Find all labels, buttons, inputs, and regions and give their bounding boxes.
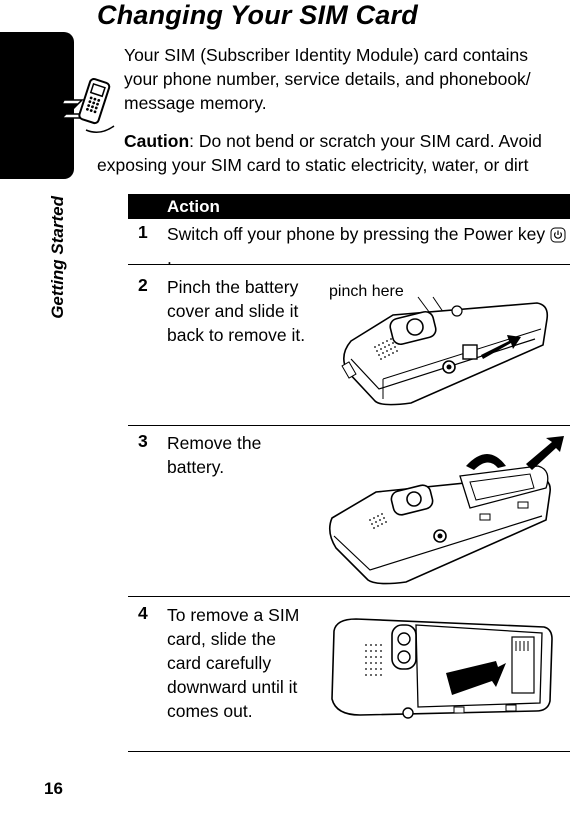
caution-text: : Do not bend or scratch your SIM card. Avoid exposing your SIM card to static electricity, water, or dirt bbox=[97, 131, 542, 175]
phone-battery-cover-illustration bbox=[323, 275, 553, 415]
intro-paragraph: Your SIM (Subscriber Identity Module) card contains your phone number, service details, and phonebook/ message memory. bbox=[124, 45, 531, 113]
step-number: 3 bbox=[138, 431, 148, 451]
caution-label: Caution bbox=[124, 131, 190, 151]
action-header-label: Action bbox=[167, 197, 220, 216]
step-number: 1 bbox=[138, 222, 148, 242]
sim-card-removal-illustration bbox=[326, 615, 556, 720]
step-1-text: Switch off your phone by pressing the Power key bbox=[167, 224, 546, 244]
step-number: 4 bbox=[138, 603, 148, 623]
caution-paragraph bbox=[97, 129, 567, 177]
step-row-3 bbox=[128, 426, 570, 597]
step-text: To remove a SIM card, slide the card carefully downward until it comes out. bbox=[167, 605, 300, 721]
step-row-2 bbox=[128, 265, 570, 426]
page-title: Changing Your SIM Card bbox=[97, 0, 418, 30]
step-row-1 bbox=[128, 219, 570, 268]
power-key-icon bbox=[550, 227, 566, 243]
step-text: Remove the battery. bbox=[167, 433, 262, 477]
page-number: 16 bbox=[44, 779, 63, 798]
action-table bbox=[128, 194, 570, 721]
step-text: Switch off your phone by pressing the Power key . bbox=[167, 222, 567, 270]
chapter-side-label: Getting Started bbox=[48, 196, 67, 319]
step-number: 2 bbox=[138, 275, 148, 295]
pinch-here-callout: pinch here bbox=[329, 283, 404, 300]
phone-battery-removal-illustration bbox=[320, 436, 566, 591]
step-row-4 bbox=[128, 597, 570, 752]
step-text: Pinch the battery cover and slide it back to remove it. bbox=[167, 277, 306, 345]
table-header bbox=[128, 194, 570, 219]
